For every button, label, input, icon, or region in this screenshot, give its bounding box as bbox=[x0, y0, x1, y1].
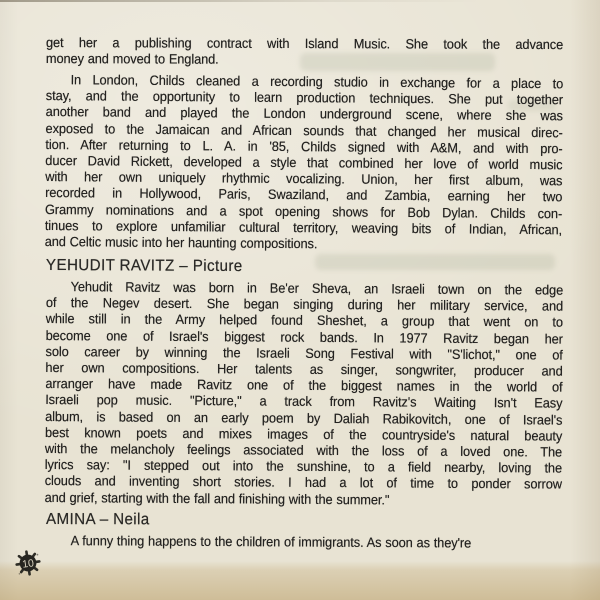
text-line: In London, Childs cleaned a recording studio in exchange for a place to bbox=[70, 72, 564, 92]
text-line: money and moved to England. bbox=[45, 51, 219, 67]
text-line: with the melancholy feelings associated with the loss of a loved one. The bbox=[44, 440, 563, 460]
text-line: tinues to explore unfamiliar cultural territory, weaving bits of Indian, African, bbox=[44, 218, 563, 238]
text-line: Grammy nominations and a spot opening shows for Bob Dylan. Childs con- bbox=[44, 202, 563, 222]
text-line: arranger have made Ravitz one of the biggest names in the world of bbox=[45, 375, 563, 395]
section-heading: AMINA – Neila bbox=[45, 511, 150, 529]
text-line: Israeli pop music. "Picture," a track from Ravitz's Waiting Isn't Easy bbox=[45, 392, 563, 411]
text-line: become one of Israel's biggest rock bands. In 1977 Ravitz began her bbox=[45, 327, 563, 346]
text-line: another band and played the London underground scene, where she was bbox=[45, 104, 563, 125]
sunburst-icon bbox=[11, 546, 45, 580]
paragraph bbox=[46, 533, 563, 552]
text-line: lyrics say: "I stepped out into the sunshine, to a field nearby, loving the bbox=[44, 456, 563, 476]
page-number-badge bbox=[11, 546, 45, 580]
text-line: album, is based on an early poem by Daliah Rabikovitch, one of Israel's bbox=[45, 408, 563, 427]
paragraph bbox=[46, 35, 563, 69]
text-line: best known poets and mixes images of the countryside's natural beauty bbox=[44, 424, 563, 444]
text-line: tion. After returning to L. A. in '85, Childs signed with A&M, and with pro- bbox=[45, 137, 563, 157]
text-line: ducer David Rickett, developed a style that combined her love of world music bbox=[45, 153, 563, 173]
text-line: exposed to the Jamaican and African sounds that changed her musical direc- bbox=[45, 121, 563, 141]
page-text bbox=[46, 35, 591, 555]
text-line: her own compositions. Her talents as singer, songwriter, producer and bbox=[45, 359, 563, 379]
text-line: recorded in Hollywood, Paris, Swaziland, and Zambia, earning her two bbox=[45, 185, 563, 206]
paragraph bbox=[45, 72, 564, 255]
text-line: stay, and the opportunity to learn production techniques. She put together bbox=[45, 88, 564, 108]
text-line: and grief, starting with the fall and finishing with the summer." bbox=[44, 489, 390, 507]
scan-top-edge bbox=[0, 0, 600, 2]
text-line: with her own uniquely rhythmic vocalizing. Union, her first album, was bbox=[45, 169, 563, 189]
text-line: Yehudit Ravitz was born in Be'er Sheva, an Israeli town on the edge bbox=[70, 278, 564, 298]
text-line: A funny thing happens to the children of immigrants. As soon as they're bbox=[70, 533, 472, 551]
paragraph bbox=[45, 279, 564, 509]
text-line: of the Negev desert. She began singing during her military service, and bbox=[45, 294, 564, 314]
text-line: while still in the Army helped found Sheshet, a group that went on to bbox=[45, 311, 563, 330]
text-line: get her a publishing contract with Island Music. She took the advance bbox=[45, 35, 564, 53]
text-line: and Celtic music into her haunting compositions. bbox=[44, 234, 318, 252]
page-number: 10 bbox=[21, 557, 35, 571]
section-heading: YEHUDIT RAVITZ – Picture bbox=[45, 256, 243, 275]
text-line: clouds and inventing short stories. I had a lot of time to ponder sorrow bbox=[44, 473, 562, 492]
text-line: solo career by winning the Israeli Song Festival with "S'lichot," one of bbox=[45, 343, 563, 363]
